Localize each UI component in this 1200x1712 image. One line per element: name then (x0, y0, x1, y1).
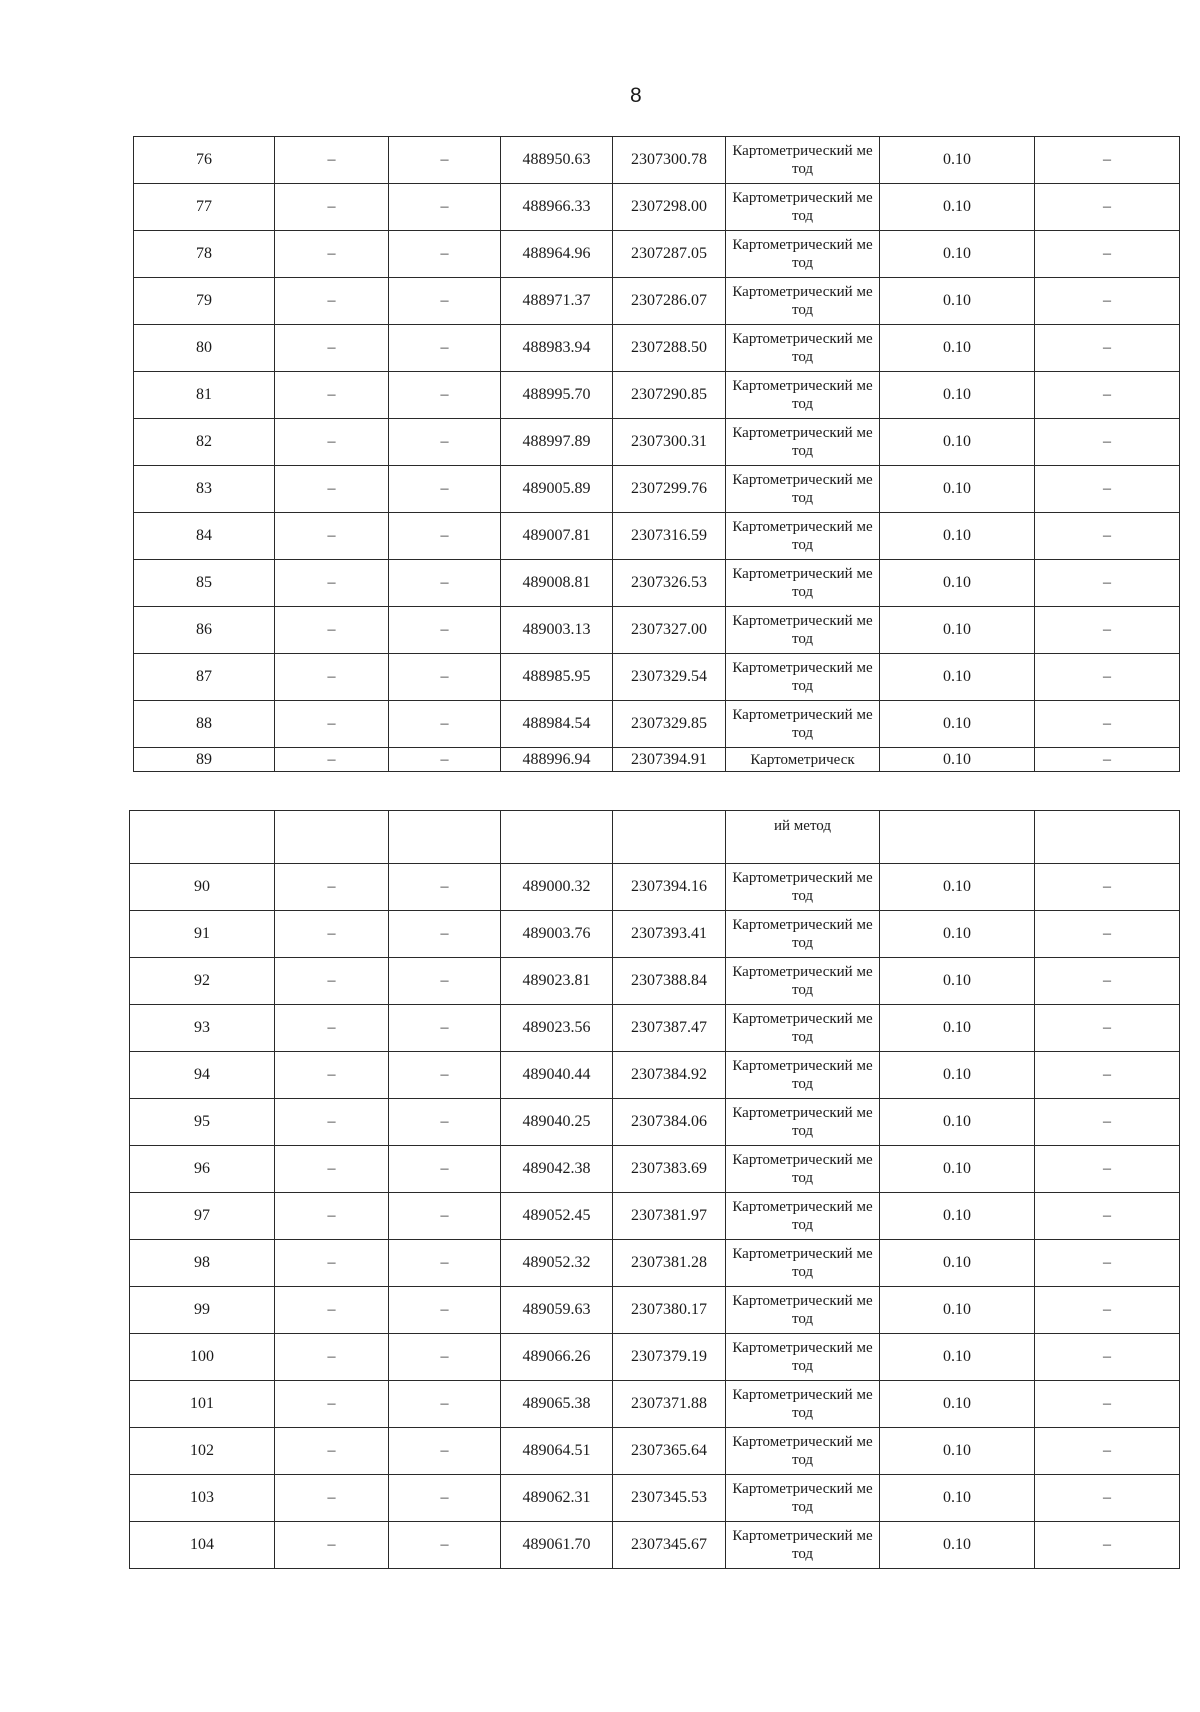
method-cell: Картометрический метод (726, 701, 880, 748)
y-coordinate: 2307345.53 (613, 1475, 726, 1522)
dash-cell: – (1035, 911, 1180, 958)
table-row (130, 1146, 1180, 1193)
dash-cell: – (389, 1381, 501, 1428)
dash-cell: – (389, 607, 501, 654)
dash-cell: – (275, 1334, 389, 1381)
x-coordinate: 488997.89 (501, 419, 613, 466)
table-row (134, 231, 1180, 278)
y-coordinate: 2307345.67 (613, 1522, 726, 1569)
table-row (130, 1334, 1180, 1381)
y-coordinate: 2307290.85 (613, 372, 726, 419)
point-number: 81 (134, 372, 275, 419)
y-coordinate: 2307371.88 (613, 1381, 726, 1428)
dash-cell: – (389, 1475, 501, 1522)
dash-cell: – (389, 231, 501, 278)
dash-cell: – (389, 1428, 501, 1475)
table-row (134, 372, 1180, 419)
x-coordinate: 488995.70 (501, 372, 613, 419)
method-cell: Картометрический метод (726, 184, 880, 231)
x-coordinate: 489040.44 (501, 1052, 613, 1099)
accuracy-cell: 0.10 (880, 1334, 1035, 1381)
accuracy-cell: 0.10 (880, 748, 1035, 772)
dash-cell: – (275, 864, 389, 911)
dash-cell: – (1035, 513, 1180, 560)
x-coordinate: 488966.33 (501, 184, 613, 231)
accuracy-cell: 0.10 (880, 372, 1035, 419)
dash-cell: – (275, 1005, 389, 1052)
accuracy-cell: 0.10 (880, 1522, 1035, 1569)
point-number: 82 (134, 419, 275, 466)
x-coordinate: 489042.38 (501, 1146, 613, 1193)
x-coordinate: 489003.76 (501, 911, 613, 958)
dash-cell: – (275, 1052, 389, 1099)
table-row (134, 137, 1180, 184)
y-coordinate: 2307287.05 (613, 231, 726, 278)
empty-cell (501, 811, 613, 864)
dash-cell: – (389, 278, 501, 325)
x-coordinate: 489065.38 (501, 1381, 613, 1428)
dash-cell: – (1035, 1240, 1180, 1287)
y-coordinate: 2307326.53 (613, 560, 726, 607)
accuracy-cell: 0.10 (880, 1287, 1035, 1334)
dash-cell: – (1035, 748, 1180, 772)
accuracy-cell: 0.10 (880, 701, 1035, 748)
point-number: 86 (134, 607, 275, 654)
table-row (130, 958, 1180, 1005)
dash-cell: – (389, 1522, 501, 1569)
x-coordinate: 489052.32 (501, 1240, 613, 1287)
dash-cell: – (1035, 1099, 1180, 1146)
dash-cell: – (389, 466, 501, 513)
point-number: 88 (134, 701, 275, 748)
dash-cell: – (1035, 184, 1180, 231)
point-number: 90 (130, 864, 275, 911)
dash-cell: – (275, 701, 389, 748)
dash-cell: – (1035, 1052, 1180, 1099)
dash-cell: – (275, 419, 389, 466)
dash-cell: – (1035, 137, 1180, 184)
accuracy-cell: 0.10 (880, 1005, 1035, 1052)
accuracy-cell: 0.10 (880, 911, 1035, 958)
dash-cell: – (1035, 958, 1180, 1005)
point-number: 101 (130, 1381, 275, 1428)
dash-cell: – (1035, 231, 1180, 278)
method-cell: ий метод (726, 811, 880, 864)
method-cell: Картометрический метод (726, 607, 880, 654)
dash-cell: – (275, 607, 389, 654)
empty-cell (880, 811, 1035, 864)
table-row (134, 748, 1180, 772)
accuracy-cell: 0.10 (880, 1052, 1035, 1099)
point-number: 96 (130, 1146, 275, 1193)
method-cell: Картометрический метод (726, 1240, 880, 1287)
empty-cell (1035, 811, 1180, 864)
accuracy-cell: 0.10 (880, 1428, 1035, 1475)
dash-cell: – (275, 231, 389, 278)
dash-cell: – (389, 1005, 501, 1052)
dash-cell: – (389, 513, 501, 560)
x-coordinate: 489023.81 (501, 958, 613, 1005)
point-number: 94 (130, 1052, 275, 1099)
dash-cell: – (389, 419, 501, 466)
y-coordinate: 2307381.97 (613, 1193, 726, 1240)
x-coordinate: 489000.32 (501, 864, 613, 911)
point-number: 92 (130, 958, 275, 1005)
point-number: 76 (134, 137, 275, 184)
y-coordinate: 2307288.50 (613, 325, 726, 372)
empty-cell (389, 811, 501, 864)
x-coordinate: 488985.95 (501, 654, 613, 701)
dash-cell: – (275, 1240, 389, 1287)
y-coordinate: 2307384.06 (613, 1099, 726, 1146)
y-coordinate: 2307379.19 (613, 1334, 726, 1381)
coordinates-table-bottom (129, 810, 1180, 1569)
dash-cell: – (1035, 325, 1180, 372)
table-row (130, 1428, 1180, 1475)
table-row (130, 1193, 1180, 1240)
method-cell: Картометрический метод (726, 513, 880, 560)
y-coordinate: 2307299.76 (613, 466, 726, 513)
accuracy-cell: 0.10 (880, 137, 1035, 184)
dash-cell: – (1035, 466, 1180, 513)
y-coordinate: 2307365.64 (613, 1428, 726, 1475)
dash-cell: – (275, 325, 389, 372)
accuracy-cell: 0.10 (880, 560, 1035, 607)
coordinates-table-top (133, 136, 1180, 772)
dash-cell: – (275, 1522, 389, 1569)
table-row (134, 607, 1180, 654)
x-coordinate: 489003.13 (501, 607, 613, 654)
table-row (130, 1287, 1180, 1334)
accuracy-cell: 0.10 (880, 513, 1035, 560)
dash-cell: – (1035, 654, 1180, 701)
table-row (134, 184, 1180, 231)
point-number: 79 (134, 278, 275, 325)
point-number: 83 (134, 466, 275, 513)
point-number: 95 (130, 1099, 275, 1146)
dash-cell: – (1035, 1005, 1180, 1052)
dash-cell: – (1035, 1475, 1180, 1522)
dash-cell: – (389, 560, 501, 607)
method-cell: Картометрический метод (726, 1099, 880, 1146)
method-cell: Картометрический метод (726, 958, 880, 1005)
accuracy-cell: 0.10 (880, 864, 1035, 911)
dash-cell: – (275, 1193, 389, 1240)
y-coordinate: 2307384.92 (613, 1052, 726, 1099)
dash-cell: – (389, 911, 501, 958)
dash-cell: – (275, 1146, 389, 1193)
accuracy-cell: 0.10 (880, 1146, 1035, 1193)
table-row (130, 1052, 1180, 1099)
x-coordinate: 489064.51 (501, 1428, 613, 1475)
accuracy-cell: 0.10 (880, 278, 1035, 325)
method-cell: Картометрический метод (726, 864, 880, 911)
method-cell: Картометрический метод (726, 911, 880, 958)
dash-cell: – (275, 1475, 389, 1522)
table-row (130, 1475, 1180, 1522)
x-coordinate: 489008.81 (501, 560, 613, 607)
accuracy-cell: 0.10 (880, 325, 1035, 372)
y-coordinate: 2307394.91 (613, 748, 726, 772)
y-coordinate: 2307388.84 (613, 958, 726, 1005)
accuracy-cell: 0.10 (880, 419, 1035, 466)
table-row (130, 911, 1180, 958)
point-number: 102 (130, 1428, 275, 1475)
x-coordinate: 488964.96 (501, 231, 613, 278)
dash-cell: – (275, 137, 389, 184)
y-coordinate: 2307300.31 (613, 419, 726, 466)
y-coordinate: 2307393.41 (613, 911, 726, 958)
table-row (134, 419, 1180, 466)
y-coordinate: 2307286.07 (613, 278, 726, 325)
dash-cell: – (1035, 560, 1180, 607)
accuracy-cell: 0.10 (880, 466, 1035, 513)
dash-cell: – (1035, 278, 1180, 325)
empty-cell (613, 811, 726, 864)
method-cell: Картометрический метод (726, 1052, 880, 1099)
point-number: 87 (134, 654, 275, 701)
dash-cell: – (1035, 1522, 1180, 1569)
dash-cell: – (1035, 1428, 1180, 1475)
point-number: 104 (130, 1522, 275, 1569)
point-number: 93 (130, 1005, 275, 1052)
x-coordinate: 488983.94 (501, 325, 613, 372)
method-cell: Картометрический метод (726, 1522, 880, 1569)
dash-cell: – (389, 372, 501, 419)
method-cell: Картометрический метод (726, 1005, 880, 1052)
dash-cell: – (389, 701, 501, 748)
dash-cell: – (389, 1334, 501, 1381)
y-coordinate: 2307300.78 (613, 137, 726, 184)
dash-cell: – (275, 748, 389, 772)
dash-cell: – (389, 1052, 501, 1099)
page-number: 8 (630, 84, 642, 107)
accuracy-cell: 0.10 (880, 958, 1035, 1005)
accuracy-cell: 0.10 (880, 1381, 1035, 1428)
point-number: 84 (134, 513, 275, 560)
point-number: 100 (130, 1334, 275, 1381)
table-row (130, 1240, 1180, 1287)
accuracy-cell: 0.10 (880, 1099, 1035, 1146)
x-coordinate: 489052.45 (501, 1193, 613, 1240)
x-coordinate: 488996.94 (501, 748, 613, 772)
x-coordinate: 488971.37 (501, 278, 613, 325)
table-row (134, 325, 1180, 372)
method-cell: Картометрический метод (726, 325, 880, 372)
dash-cell: – (389, 1287, 501, 1334)
method-cell: Картометрический метод (726, 466, 880, 513)
accuracy-cell: 0.10 (880, 1193, 1035, 1240)
y-coordinate: 2307327.00 (613, 607, 726, 654)
accuracy-cell: 0.10 (880, 1475, 1035, 1522)
dash-cell: – (1035, 1334, 1180, 1381)
method-cell: Картометрический метод (726, 231, 880, 278)
table-row-continuation (130, 811, 1180, 864)
y-coordinate: 2307329.85 (613, 701, 726, 748)
y-coordinate: 2307298.00 (613, 184, 726, 231)
point-number: 85 (134, 560, 275, 607)
accuracy-cell: 0.10 (880, 184, 1035, 231)
dash-cell: – (1035, 1381, 1180, 1428)
accuracy-cell: 0.10 (880, 607, 1035, 654)
table-row (130, 1099, 1180, 1146)
dash-cell: – (1035, 372, 1180, 419)
table-row (134, 701, 1180, 748)
method-cell: Картометрический метод (726, 1287, 880, 1334)
dash-cell: – (275, 654, 389, 701)
y-coordinate: 2307381.28 (613, 1240, 726, 1287)
method-cell: Картометрический метод (726, 1428, 880, 1475)
method-cell: Картометрический метод (726, 560, 880, 607)
dash-cell: – (389, 137, 501, 184)
table-row (134, 513, 1180, 560)
point-number: 80 (134, 325, 275, 372)
dash-cell: – (275, 1428, 389, 1475)
table-row (134, 560, 1180, 607)
y-coordinate: 2307316.59 (613, 513, 726, 560)
table-row (130, 1381, 1180, 1428)
x-coordinate: 489059.63 (501, 1287, 613, 1334)
dash-cell: – (389, 1240, 501, 1287)
method-cell: Картометрический метод (726, 372, 880, 419)
point-number: 97 (130, 1193, 275, 1240)
x-coordinate: 489005.89 (501, 466, 613, 513)
method-cell: Картометрическ (726, 748, 880, 772)
dash-cell: – (275, 278, 389, 325)
dash-cell: – (1035, 607, 1180, 654)
dash-cell: – (275, 372, 389, 419)
method-cell: Картометрический метод (726, 654, 880, 701)
x-coordinate: 488984.54 (501, 701, 613, 748)
dash-cell: – (389, 1146, 501, 1193)
accuracy-cell: 0.10 (880, 1240, 1035, 1287)
dash-cell: – (275, 1287, 389, 1334)
y-coordinate: 2307383.69 (613, 1146, 726, 1193)
point-number: 103 (130, 1475, 275, 1522)
dash-cell: – (1035, 419, 1180, 466)
x-coordinate: 489040.25 (501, 1099, 613, 1146)
point-number: 78 (134, 231, 275, 278)
dash-cell: – (389, 958, 501, 1005)
x-coordinate: 489007.81 (501, 513, 613, 560)
table-row (130, 1005, 1180, 1052)
dash-cell: – (275, 513, 389, 560)
method-cell: Картометрический метод (726, 1146, 880, 1193)
dash-cell: – (275, 560, 389, 607)
x-coordinate: 489066.26 (501, 1334, 613, 1381)
dash-cell: – (275, 1381, 389, 1428)
dash-cell: – (389, 325, 501, 372)
method-cell: Картометрический метод (726, 137, 880, 184)
point-number: 77 (134, 184, 275, 231)
accuracy-cell: 0.10 (880, 231, 1035, 278)
dash-cell: – (389, 864, 501, 911)
y-coordinate: 2307394.16 (613, 864, 726, 911)
dash-cell: – (1035, 1287, 1180, 1334)
method-cell: Картометрический метод (726, 419, 880, 466)
x-coordinate: 489062.31 (501, 1475, 613, 1522)
empty-cell (130, 811, 275, 864)
x-coordinate: 488950.63 (501, 137, 613, 184)
dash-cell: – (275, 184, 389, 231)
dash-cell: – (1035, 701, 1180, 748)
dash-cell: – (275, 466, 389, 513)
dash-cell: – (389, 1193, 501, 1240)
empty-cell (275, 811, 389, 864)
method-cell: Картометрический метод (726, 278, 880, 325)
table-row (134, 466, 1180, 513)
x-coordinate: 489023.56 (501, 1005, 613, 1052)
dash-cell: – (275, 911, 389, 958)
table-row (130, 864, 1180, 911)
dash-cell: – (1035, 1146, 1180, 1193)
y-coordinate: 2307380.17 (613, 1287, 726, 1334)
point-number: 89 (134, 748, 275, 772)
method-cell: Картометрический метод (726, 1475, 880, 1522)
method-cell: Картометрический метод (726, 1381, 880, 1428)
dash-cell: – (389, 184, 501, 231)
dash-cell: – (1035, 864, 1180, 911)
table-row (134, 278, 1180, 325)
point-number: 99 (130, 1287, 275, 1334)
dash-cell: – (275, 1099, 389, 1146)
dash-cell: – (1035, 1193, 1180, 1240)
table-row (134, 654, 1180, 701)
table-row (130, 1522, 1180, 1569)
dash-cell: – (275, 958, 389, 1005)
point-number: 98 (130, 1240, 275, 1287)
accuracy-cell: 0.10 (880, 654, 1035, 701)
y-coordinate: 2307387.47 (613, 1005, 726, 1052)
dash-cell: – (389, 748, 501, 772)
method-cell: Картометрический метод (726, 1193, 880, 1240)
dash-cell: – (389, 1099, 501, 1146)
x-coordinate: 489061.70 (501, 1522, 613, 1569)
point-number: 91 (130, 911, 275, 958)
method-cell: Картометрический метод (726, 1334, 880, 1381)
y-coordinate: 2307329.54 (613, 654, 726, 701)
dash-cell: – (389, 654, 501, 701)
